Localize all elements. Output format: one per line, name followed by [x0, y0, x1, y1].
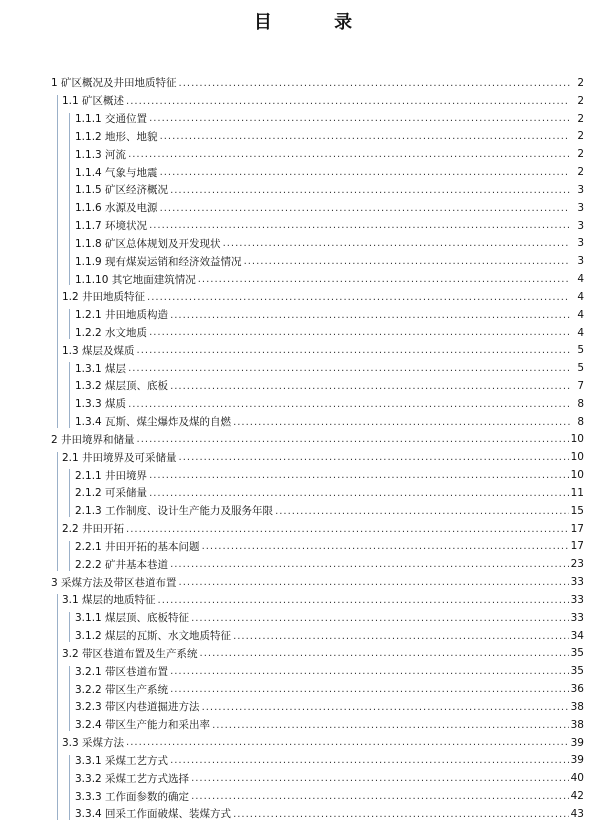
toc-entry-label: 3.1.2 煤层的瓦斯、水文地质特征	[75, 630, 232, 643]
outline-guide-line	[69, 755, 70, 820]
toc-entry[interactable]	[0, 74, 606, 92]
toc-entry[interactable]	[0, 341, 606, 359]
toc-dot-leader	[160, 168, 570, 181]
toc-entry[interactable]	[0, 466, 606, 484]
toc-entry-label: 1.1.4 气象与地震	[75, 166, 158, 179]
toc-entry[interactable]	[0, 645, 606, 663]
toc-dot-leader	[158, 596, 569, 609]
toc-entry-page-number: 33	[570, 611, 584, 624]
toc-entry[interactable]	[0, 662, 606, 680]
toc-entry-label: 1.1.1 交通位置	[75, 113, 148, 126]
toc-entry-label: 3.1.1 煤层顶、底板特征	[75, 612, 190, 625]
toc-entry-label: 3.2 带区巷道布置及生产系统	[62, 647, 198, 660]
toc-entry[interactable]	[0, 734, 606, 752]
toc-dot-leader	[170, 311, 570, 324]
toc-entry-label: 3.3.3 工作面参数的确定	[75, 790, 190, 803]
toc-dot-leader	[233, 810, 569, 823]
toc-entry[interactable]	[0, 234, 606, 252]
toc-entry-label: 1.1.8 矿区总体规划及开发现状	[75, 237, 221, 250]
toc-entry-page-number: 8	[577, 415, 584, 428]
outline-guide-line	[69, 362, 70, 427]
toc-entry-label: 3.2.4 带区生产能力和采出率	[75, 719, 211, 732]
toc-entry-page-number: 10	[570, 433, 584, 446]
toc-entry-page-number: 3	[577, 237, 584, 250]
toc-dot-leader	[179, 79, 570, 92]
toc-dot-leader	[160, 204, 570, 217]
toc-entry[interactable]	[0, 324, 606, 342]
toc-entry-label: 1.1.9 现有煤炭运销和经济效益情况	[75, 255, 242, 268]
toc-dot-leader	[149, 489, 569, 502]
toc-dot-leader	[149, 114, 570, 127]
toc-entry-label: 3.3.1 采煤工艺方式	[75, 754, 169, 767]
toc-entry-page-number: 8	[577, 397, 584, 410]
toc-entry-label: 3.3.2 采煤工艺方式选择	[75, 772, 190, 785]
toc-dot-leader	[170, 186, 570, 199]
toc-entry-page-number: 2	[577, 130, 584, 143]
toc-entry-label: 1.1.7 环境状况	[75, 220, 148, 233]
toc-entry-page-number: 35	[570, 665, 584, 678]
toc-entry-page-number: 15	[570, 504, 584, 517]
toc-entry[interactable]	[0, 769, 606, 787]
toc-entry-page-number: 2	[577, 94, 584, 107]
toc-entry[interactable]	[0, 680, 606, 698]
toc-dot-leader	[244, 257, 570, 270]
toc-dot-leader	[128, 150, 570, 163]
outline-guide-line	[57, 95, 58, 428]
toc-entry-page-number: 23	[570, 558, 584, 571]
toc-entry-label: 2.1.1 井田境界	[75, 469, 148, 482]
toc-entry-page-number: 3	[577, 183, 584, 196]
toc-dot-leader	[126, 738, 569, 751]
toc-entry-label: 1.1.2 地形、地貌	[75, 130, 158, 143]
toc-entry[interactable]	[0, 395, 606, 413]
toc-dot-leader	[191, 774, 569, 787]
toc-entry-label: 2.1 井田境界及可采储量	[62, 451, 177, 464]
toc-dot-leader	[179, 453, 569, 466]
toc-entry-page-number: 11	[570, 486, 584, 499]
page-title: 目 录	[253, 12, 381, 33]
toc-entry-label: 1.1 矿区概述	[62, 95, 125, 108]
toc-entry-page-number: 10	[570, 451, 584, 464]
toc-dot-leader	[275, 507, 569, 520]
toc-dot-leader	[149, 471, 569, 484]
toc-entry-label: 1.3.1 煤层	[75, 362, 127, 375]
toc-entry-page-number: 38	[570, 718, 584, 731]
toc-dot-leader	[179, 578, 569, 591]
toc-entry[interactable]	[0, 127, 606, 145]
toc-dot-leader	[202, 542, 569, 555]
toc-dot-leader	[202, 703, 569, 716]
toc-dot-leader	[149, 221, 570, 234]
toc-entry-label: 3.2.2 带区生产系统	[75, 683, 169, 696]
toc-entry[interactable]	[0, 805, 606, 823]
toc-entry-label: 3.2.3 带区内巷道掘进方法	[75, 701, 200, 714]
toc-entry-label: 3.3.4 回采工作面破煤、装煤方式	[75, 808, 232, 821]
toc-entry[interactable]	[0, 484, 606, 502]
toc-entry[interactable]	[0, 431, 606, 449]
toc-entry-page-number: 3	[577, 219, 584, 232]
toc-entry-label: 1.3 煤层及煤质	[62, 344, 135, 357]
toc-entry-page-number: 7	[577, 379, 584, 392]
toc-entry-page-number: 40	[570, 772, 584, 785]
toc-entry[interactable]	[0, 288, 606, 306]
toc-dot-leader	[149, 328, 570, 341]
toc-dot-leader	[137, 435, 569, 448]
toc-dot-leader	[126, 525, 569, 538]
toc-entry[interactable]	[0, 217, 606, 235]
toc-dot-leader	[191, 614, 569, 627]
toc-entry-page-number: 4	[577, 273, 584, 286]
toc-entry[interactable]	[0, 252, 606, 270]
toc-entry[interactable]	[0, 538, 606, 556]
toc-entry-page-number: 3	[577, 255, 584, 268]
toc-entry[interactable]	[0, 145, 606, 163]
toc-entry[interactable]	[0, 270, 606, 288]
toc-entry-label: 1.2 井田地质特征	[62, 291, 146, 304]
outline-guide-line	[57, 452, 58, 571]
toc-dot-leader	[147, 293, 570, 306]
toc-entry-page-number: 42	[570, 790, 584, 803]
toc-entry-page-number: 38	[570, 700, 584, 713]
toc-entry-label: 3.3 采煤方法	[62, 737, 125, 750]
toc-entry-page-number: 5	[577, 362, 584, 375]
toc-dot-leader	[212, 721, 569, 734]
toc-entry-page-number: 3	[577, 201, 584, 214]
toc-entry-label: 2.1.3 工作制度、设计生产能力及服务年限	[75, 505, 274, 518]
toc-dot-leader	[137, 346, 570, 359]
toc-dot-leader	[200, 649, 569, 662]
toc-entry[interactable]	[0, 306, 606, 324]
toc-entry[interactable]	[0, 448, 606, 466]
toc-entry-page-number: 43	[570, 807, 584, 820]
toc-dot-leader	[128, 364, 570, 377]
outline-guide-line	[69, 666, 70, 731]
toc-entry-page-number: 34	[570, 629, 584, 642]
toc-entry[interactable]	[0, 573, 606, 591]
toc-entry-page-number: 2	[577, 166, 584, 179]
toc-entry-label: 2 井田境界和储量	[51, 433, 135, 446]
toc-entry[interactable]	[0, 502, 606, 520]
toc-entry[interactable]	[0, 377, 606, 395]
toc-entry-label: 1.3.3 煤质	[75, 398, 127, 411]
toc-entry-label: 2.2 井田开拓	[62, 523, 125, 536]
toc-entry-label: 2.2.2 矿井基本巷道	[75, 558, 169, 571]
toc-entry-label: 1 矿区概况及井田地质特征	[51, 77, 177, 90]
outline-guide-line	[69, 469, 70, 517]
toc-entry-label: 3.1 煤层的地质特征	[62, 594, 156, 607]
toc-entry[interactable]	[0, 591, 606, 609]
outline-guide-line	[69, 309, 70, 339]
toc-dot-leader	[170, 756, 569, 769]
toc-entry-label: 1.3.2 煤层顶、底板	[75, 380, 169, 393]
toc-entry[interactable]	[0, 163, 606, 181]
toc-entry[interactable]	[0, 520, 606, 538]
toc-entry-page-number: 2	[577, 148, 584, 161]
toc-entry-label: 2.1.2 可采储量	[75, 487, 148, 500]
toc-entry-label: 1.3.4 瓦斯、煤尘爆炸及煤的自燃	[75, 416, 232, 429]
toc-entry-label: 3.2.1 带区巷道布置	[75, 665, 169, 678]
toc-dot-leader	[223, 239, 570, 252]
toc-entry[interactable]	[0, 627, 606, 645]
toc-dot-leader	[170, 382, 570, 395]
toc-entry-label: 1.1.6 水源及电源	[75, 202, 158, 215]
toc-dot-leader	[191, 792, 569, 805]
outline-guide-line	[69, 612, 70, 642]
toc-dot-leader	[233, 632, 569, 645]
toc-entry-page-number: 10	[570, 469, 584, 482]
outline-guide-line	[69, 541, 70, 571]
toc-dot-leader	[170, 667, 569, 680]
toc-entry[interactable]	[0, 609, 606, 627]
table-of-contents	[0, 74, 606, 823]
toc-entry-page-number: 4	[577, 326, 584, 339]
toc-entry-page-number: 2	[577, 76, 584, 89]
toc-entry[interactable]	[0, 199, 606, 217]
toc-entry-page-number: 33	[570, 576, 584, 589]
toc-entry-page-number: 39	[570, 736, 584, 749]
toc-entry[interactable]	[0, 92, 606, 110]
toc-entry[interactable]	[0, 787, 606, 805]
toc-entry-page-number: 5	[577, 344, 584, 357]
toc-entry[interactable]	[0, 359, 606, 377]
toc-entry[interactable]	[0, 716, 606, 734]
toc-entry-page-number: 36	[570, 683, 584, 696]
toc-entry-label: 1.1.10 其它地面建筑情况	[75, 273, 196, 286]
toc-entry-page-number: 35	[570, 647, 584, 660]
outline-guide-line	[69, 113, 70, 285]
toc-dot-leader	[126, 97, 570, 110]
toc-entry[interactable]	[0, 413, 606, 431]
toc-dot-leader	[233, 418, 570, 431]
toc-entry-label: 3 采煤方法及带区巷道布置	[51, 576, 177, 589]
outline-guide-line	[57, 594, 58, 820]
toc-entry-label: 1.1.3 河流	[75, 148, 127, 161]
toc-entry-page-number: 17	[570, 540, 584, 553]
toc-entry[interactable]	[0, 555, 606, 573]
toc-dot-leader	[198, 275, 570, 288]
toc-dot-leader	[170, 685, 569, 698]
toc-entry-label: 1.2.2 水文地质	[75, 327, 148, 339]
toc-dot-leader	[160, 132, 570, 145]
toc-entry[interactable]	[0, 698, 606, 716]
toc-entry-page-number: 4	[577, 308, 584, 321]
toc-entry-page-number: 33	[570, 593, 584, 606]
toc-dot-leader	[170, 560, 569, 573]
toc-entry-page-number: 17	[570, 522, 584, 535]
toc-entry-label: 1.1.5 矿区经济概况	[75, 184, 169, 197]
toc-entry[interactable]	[0, 751, 606, 769]
toc-entry-page-number: 39	[570, 754, 584, 767]
toc-dot-leader	[128, 400, 570, 413]
toc-entry-label: 1.2.1 井田地质构造	[75, 309, 169, 322]
toc-entry[interactable]	[0, 181, 606, 199]
toc-entry-page-number: 2	[577, 112, 584, 125]
toc-entry-page-number: 4	[577, 290, 584, 303]
toc-entry-label: 2.2.1 井田开拓的基本问题	[75, 540, 200, 553]
toc-entry[interactable]	[0, 110, 606, 128]
